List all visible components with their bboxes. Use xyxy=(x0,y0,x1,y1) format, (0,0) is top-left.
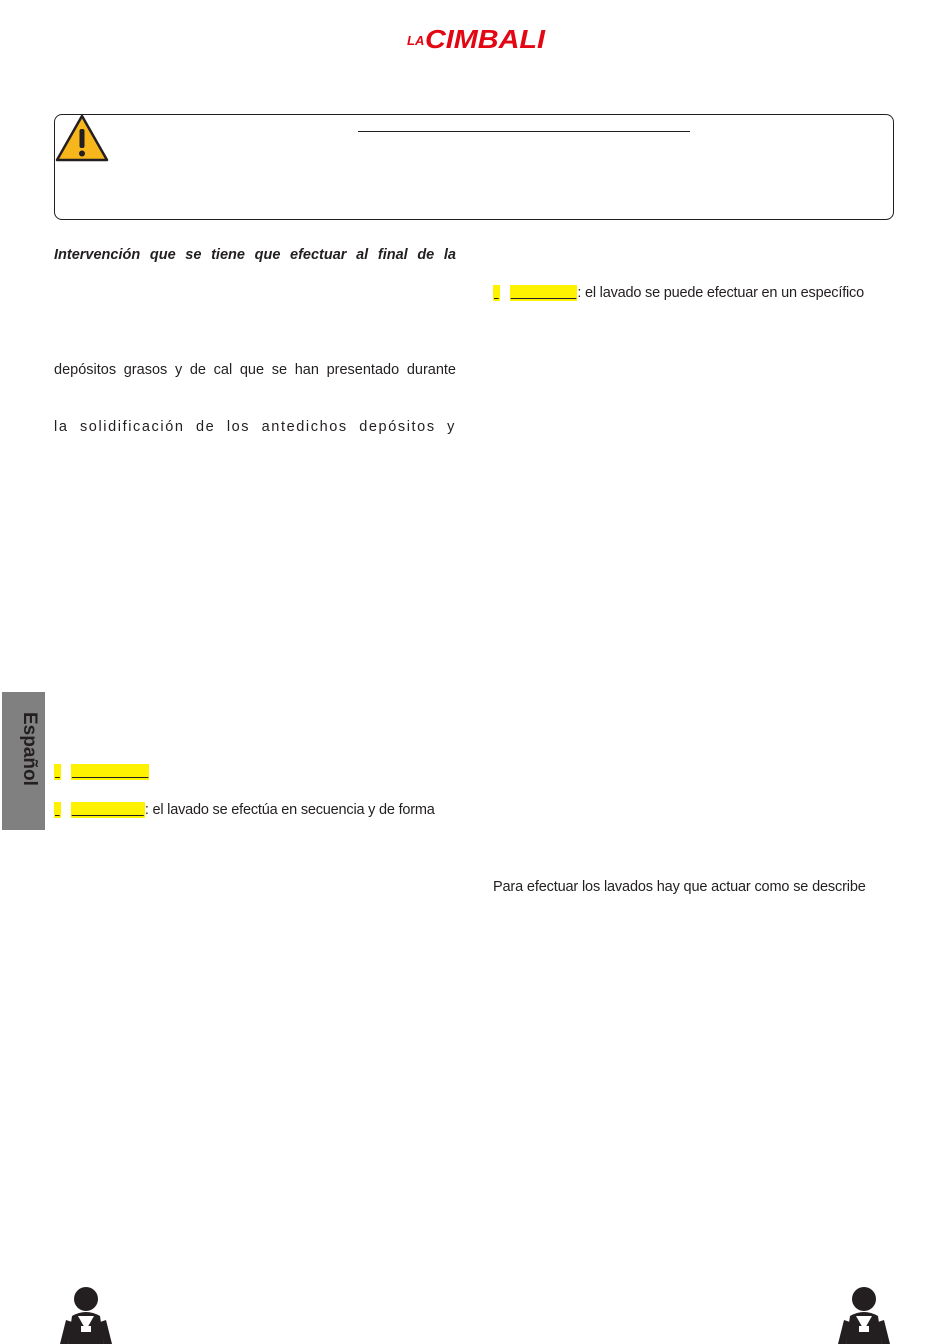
lead-paragraph: Intervención que se tiene que efectuar al final de la xyxy=(54,247,456,263)
language-tab-label: Español xyxy=(19,712,40,786)
brand-prefix: LA xyxy=(407,33,425,48)
barista-icon xyxy=(56,1286,116,1344)
option-individual xyxy=(493,284,864,302)
option-sequential xyxy=(54,801,435,819)
instructions-line: Para efectuar los lavados hay que actuar como se describe xyxy=(493,879,866,895)
warning-box xyxy=(54,114,894,220)
option-sequential-text: : el lavado se efectúa en secuencia y de forma xyxy=(144,802,435,818)
warning-triangle-icon xyxy=(54,113,110,163)
warning-title-rule xyxy=(358,131,690,132)
paragraph-line: la solidificación de los antedichos depósitos y xyxy=(54,419,456,435)
option-individual-text: : el lavado se puede efectuar en un específico xyxy=(577,285,864,301)
option-bullet: - xyxy=(55,764,60,780)
option-sequential-label: secuencial xyxy=(71,802,144,818)
brand-name: CIMBALI xyxy=(425,24,546,54)
option-bullet: - xyxy=(55,802,60,818)
option-individual-label: individual xyxy=(510,285,577,301)
barista-icon xyxy=(834,1286,894,1344)
brand-logo xyxy=(405,20,550,54)
option-simultaneous-label: simultáneo xyxy=(71,764,149,780)
paragraph-line: depósitos grasos y de cal que se han presentado durante xyxy=(54,362,456,378)
option-bullet: - xyxy=(494,285,499,301)
option-simultaneous xyxy=(54,763,149,781)
